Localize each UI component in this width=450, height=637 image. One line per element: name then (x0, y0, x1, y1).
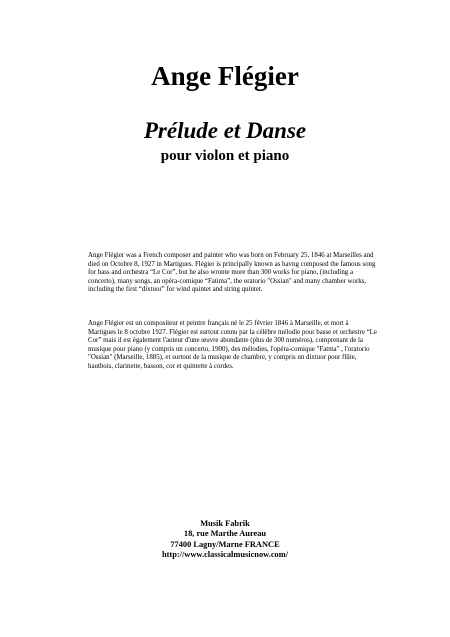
composer-name: Ange Flégier (151, 61, 299, 91)
instrumentation-subtitle: pour violon et piano (160, 148, 290, 164)
english-biography-paragraph: Ange Flégier was a French composer and painter who was born on February 25, 1846 at Marseilles and died on Octobre 8, 1927 in Martigues. Flégier is principally known as havng composed the famous song for bass and orchestra “Le Cor”, but he also wronte more than 300 works for piano, (including a concerto), many songs, an opéra-comique “Fatima”, the oratorio "Ossian" and many chamber works, including the first “dixtuor” for wind quintet and string quintet. (88, 252, 376, 294)
publisher-website-link[interactable]: http://www.classicalmusicnow.com/ (161, 550, 289, 560)
french-biography-paragraph: Ange Flégier est un compositeur et peintre français né le 25 février 1846 à Marseille, et mort à Martigues le 8 octobre 1927. Flégier est surtout connu par la célèbre mélodie pour basse et orchestre “Le Cor” mais il est également l'auteur d'une œuvre abondante (plus de 300 numéros), comprenant de la musique pour piano (y compris un concerto, 1900), des mélodies, l'opéra-comique "Fatma" , l'oratorio "Ossian" (Marseille, 1885), et surtout de la musique de chambre, y compris un dixtuor pour flûte, hautbois, clarinette, basson, cor et quintette à cordes. (88, 320, 377, 370)
publisher-street: 18, rue Marthe Aureau (183, 529, 267, 539)
publisher-city: 77400 Lagny/Marne FRANCE (170, 539, 280, 549)
publisher-name: Musik Fabrik (200, 519, 250, 528)
work-title: Prélude et Danse (143, 118, 307, 143)
publisher-block (0, 519, 450, 561)
